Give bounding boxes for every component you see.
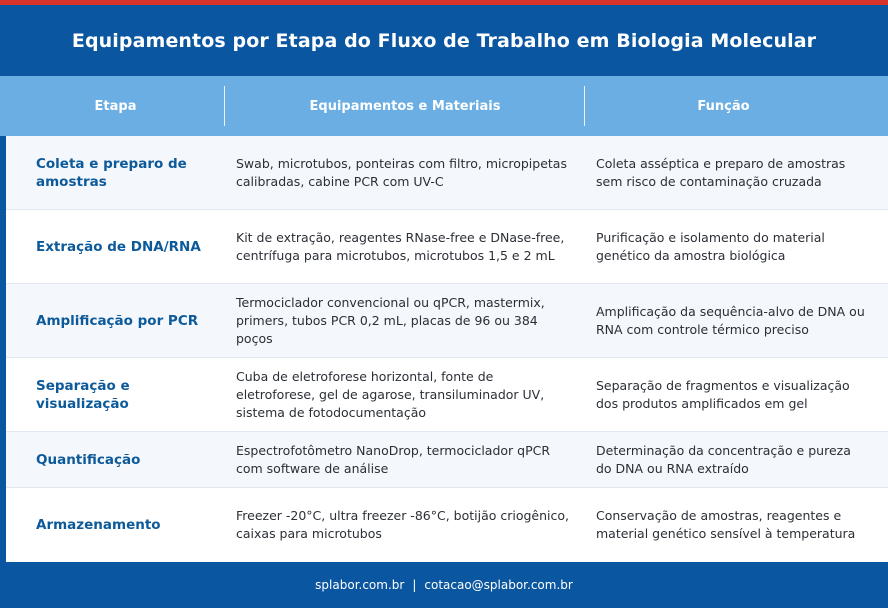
function-cell: Separação de fragmentos e visualização dos produtos amplificados em gel bbox=[596, 377, 850, 411]
stage-cell: Amplificação por PCR bbox=[36, 312, 199, 329]
column-header-funcao: Função bbox=[697, 98, 750, 114]
footer-site-link[interactable]: splabor.com.br bbox=[315, 578, 405, 592]
column-header-equipamentos: Equipamentos e Materiais bbox=[309, 98, 501, 114]
page-footer bbox=[0, 562, 888, 608]
footer-email-link[interactable]: cotacao@splabor.com.br bbox=[424, 578, 573, 592]
table-row bbox=[6, 284, 888, 358]
function-cell: Conservação de amostras, reagentes e material genético sensível à temperatura bbox=[596, 508, 856, 541]
equipment-cell: Freezer -20°C, ultra freezer -86°C, botijão criogênico, caixas para microtubos bbox=[236, 508, 570, 541]
equipment-cell: Kit de extração, reagentes RNase-free e DNase-free, centrífuga para microtubos, microtubos 1,5 e 2 mL bbox=[236, 229, 565, 263]
function-cell: Determinação da concentração e pureza do DNA ou RNA extraído bbox=[596, 442, 851, 476]
table-row bbox=[6, 432, 888, 488]
stage-cell: Separação e visualização bbox=[36, 377, 130, 412]
equipment-cell: Espectrofotômetro NanoDrop, termociclador qPCR com software de análise bbox=[236, 442, 551, 476]
stage-cell: Extração de DNA/RNA bbox=[36, 238, 201, 255]
function-cell: Coleta asséptica e preparo de amostras sem risco de contaminação cruzada bbox=[596, 155, 846, 189]
table-row bbox=[6, 488, 888, 562]
stage-cell: Coleta e preparo de amostras bbox=[36, 155, 187, 190]
table-row bbox=[6, 136, 888, 210]
stage-cell: Armazenamento bbox=[36, 517, 161, 533]
table-body bbox=[6, 136, 888, 562]
column-header-etapa: Etapa bbox=[94, 98, 137, 114]
equipment-cell: Termociclador convencional ou qPCR, mastermix, primers, tubos PCR 0,2 mL, placas de 96 ou 384 poços bbox=[236, 294, 545, 346]
table-row bbox=[6, 210, 888, 284]
page-header bbox=[0, 5, 888, 76]
equipment-cell: Swab, microtubos, ponteiras com filtro, micropipetas calibradas, cabine PCR com UV-C bbox=[236, 155, 567, 189]
table-row bbox=[6, 358, 888, 432]
function-cell: Purificação e isolamento do material genético da amostra biológica bbox=[596, 229, 825, 263]
equipment-cell: Cuba de eletroforese horizontal, fonte de eletroforese, gel de agarose, transiluminador UV, sistema de fotodocumentação bbox=[236, 368, 545, 420]
table-header bbox=[0, 76, 888, 136]
stage-cell: Quantificação bbox=[36, 451, 141, 468]
page-title: Equipamentos por Etapa do Fluxo de Trabalho em Biologia Molecular bbox=[71, 29, 817, 52]
footer-separator: | bbox=[412, 578, 417, 592]
function-cell: Amplificação da sequência-alvo de DNA ou RNA com controle térmico preciso bbox=[596, 303, 865, 337]
